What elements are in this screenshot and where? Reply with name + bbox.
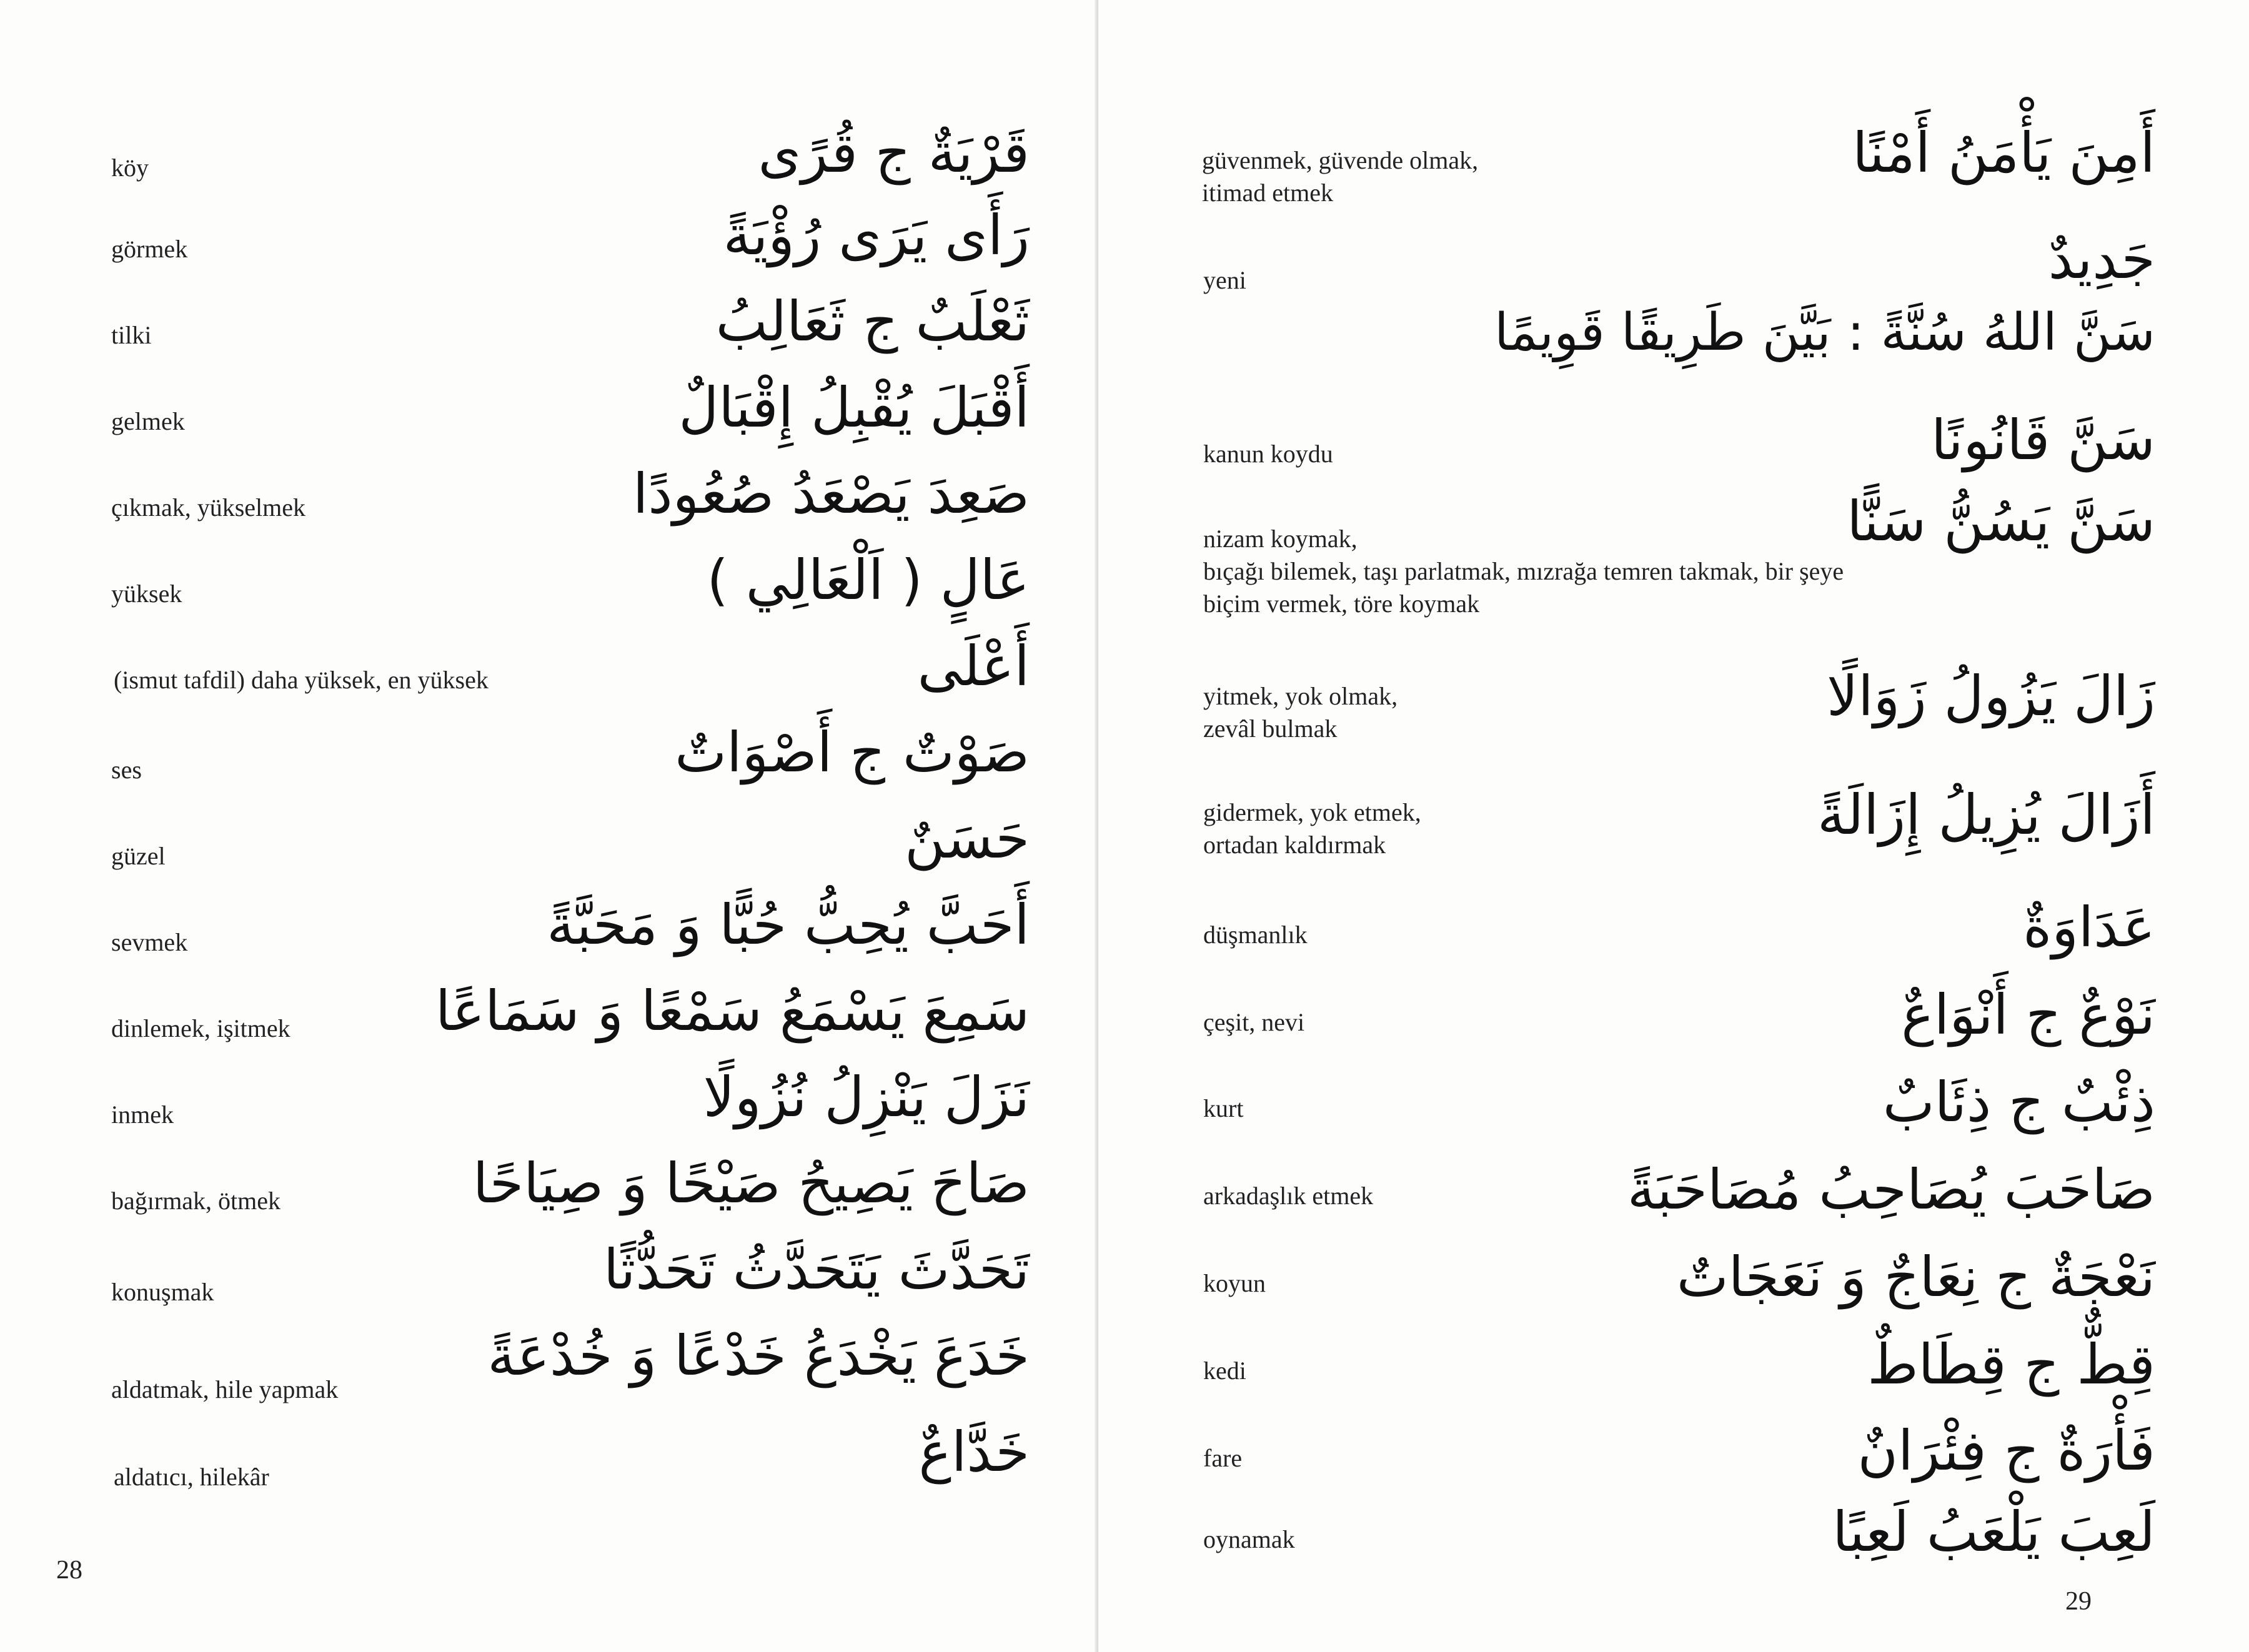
turkish-meaning: yeni: [1203, 266, 1246, 294]
turkish-meaning: sevmek: [111, 928, 188, 956]
arabic-example: سَنَّ اللهُ سُنَّةً : بَيَّنَ طَرِيقًا قَوِيمًا: [1494, 303, 2155, 362]
turkish-meaning: ses: [111, 756, 142, 784]
turkish-meaning: kanun koydu: [1203, 440, 1333, 468]
turkish-meaning: gelmek: [111, 407, 185, 435]
arabic-word: سَنَّ يَسُنُّ سَنًّا: [1847, 489, 2155, 553]
turkish-meaning: konuşmak: [111, 1278, 214, 1306]
turkish-meaning: inmek: [111, 1101, 174, 1129]
turkish-meaning: itimad etmek: [1202, 179, 1333, 207]
page-number: 28: [56, 1556, 82, 1585]
turkish-meaning: çeşit, nevi: [1203, 1008, 1305, 1036]
arabic-word: فَأْرَةٌ ج فِئْرَانٌ: [1857, 1418, 2155, 1483]
turkish-meaning: yüksek: [111, 580, 182, 608]
turkish-meaning: yitmek, yok olmak,: [1203, 682, 1398, 710]
arabic-word: جَدِيدٌ: [2048, 227, 2155, 291]
arabic-word: قَرْيَةٌ ج قُرًى: [758, 121, 1030, 185]
turkish-meaning: kedi: [1203, 1357, 1246, 1385]
left-page: [0, 0, 1098, 1652]
turkish-meaning: nizam koymak,: [1203, 525, 1358, 553]
turkish-meaning: düşmanlık: [1203, 921, 1308, 949]
arabic-word: أَقْبَلَ يُقْبِلُ إِقْبَالٌ: [678, 375, 1030, 440]
arabic-word: أَمِنَ يَأْمَنُ أَمْنًا: [1852, 121, 2155, 185]
arabic-word: نَعْجَةٌ ج نِعَاجٌ وَ نَعَجَاتٌ: [1676, 1245, 2155, 1309]
turkish-meaning: aldatmak, hile yapmak: [111, 1375, 339, 1403]
arabic-word: زَالَ يَزُولُ زَوَالًا: [1827, 664, 2155, 728]
arabic-word: تَحَدَّثَ يَتَحَدَّثُ تَحَدُّثًا: [603, 1237, 1030, 1302]
arabic-word: أَحَبَّ يُحِبُّ حُبًّا وَ مَحَبَّةً: [547, 893, 1030, 957]
arabic-word: صَاحَبَ يُصَاحِبُ مُصَاحَبَةً: [1627, 1157, 2155, 1222]
turkish-meaning: kurt: [1203, 1094, 1244, 1122]
arabic-word: صَوْتٌ ج أَصْوَاتٌ: [675, 720, 1030, 784]
arabic-word: صَاحَ يَصِيحُ صَيْحًا وَ صِيَاحًا: [472, 1151, 1030, 1215]
arabic-word: أَعْلَى: [917, 634, 1030, 698]
arabic-word: صَعِدَ يَصْعَدُ صُعُودًا: [632, 462, 1030, 526]
arabic-word: ذِئْبٌ ج ذِئَابٌ: [1882, 1070, 2155, 1134]
turkish-meaning: görmek: [111, 235, 188, 263]
arabic-word: سَمِعَ يَسْمَعُ سَمْعًا وَ سَمَاعًا: [435, 979, 1030, 1043]
turkish-meaning: bıçağı bilemek, taşı parlatmak, mızrağa temren takmak, bir şeye: [1203, 557, 1844, 585]
arabic-word: خَدَعَ يَخْدَعُ خَدْعًا وَ خُدْعَةً: [487, 1323, 1030, 1388]
turkish-meaning: fare: [1203, 1444, 1243, 1472]
turkish-meaning: arkadaşlık etmek: [1203, 1182, 1374, 1210]
turkish-meaning: çıkmak, yükselmek: [111, 493, 306, 522]
arabic-word: عَدَاوَةٌ: [2023, 895, 2155, 959]
arabic-word: ثَعْلَبٌ ج ثَعَالِبُ: [715, 289, 1030, 354]
arabic-word: نَوْعٌ ج أَنْوَاعٌ: [1901, 982, 2155, 1047]
turkish-meaning: aldatıcı, hilekâr: [114, 1463, 269, 1491]
turkish-meaning: oynamak: [1203, 1525, 1295, 1553]
arabic-word: قِطٌّ ج قِطَاطٌ: [1867, 1332, 2155, 1397]
arabic-word: خَدَّاعٌ: [918, 1420, 1030, 1484]
arabic-word: لَعِبَ يَلْعَبُ لَعِبًا: [1832, 1500, 2155, 1564]
turkish-meaning: (ismut tafdil) daha yüksek, en yüksek: [114, 666, 489, 694]
arabic-word: رَأَى يَرَى رُؤْيَةً: [723, 203, 1030, 267]
turkish-meaning: zevâl bulmak: [1203, 715, 1338, 743]
arabic-word: سَنَّ قَانُونًا: [1931, 408, 2155, 472]
turkish-meaning: tilki: [111, 321, 152, 349]
arabic-word: أَزَالَ يُزِيلُ إِزَالَةً: [1817, 783, 2155, 847]
arabic-word: عَالٍ ( اَلْعَالِي ): [707, 548, 1030, 612]
arabic-word: نَزَلَ يَنْزِلُ نُزُولًا: [703, 1065, 1030, 1129]
turkish-meaning: köy: [111, 154, 149, 182]
turkish-meaning: güvenmek, güvende olmak,: [1202, 146, 1479, 174]
turkish-meaning: güzel: [111, 842, 166, 870]
right-page: [1098, 0, 2249, 1652]
arabic-word: حَسَنٌ: [905, 806, 1030, 871]
page-number: 29: [2065, 1587, 2092, 1616]
turkish-meaning: dinlemek, işitmek: [111, 1014, 290, 1042]
turkish-meaning: koyun: [1203, 1269, 1266, 1297]
turkish-meaning: gidermek, yok etmek,: [1203, 798, 1421, 826]
turkish-meaning: ortadan kaldırmak: [1203, 831, 1386, 859]
turkish-meaning: biçim vermek, töre koymak: [1203, 590, 1480, 618]
turkish-meaning: bağırmak, ötmek: [111, 1187, 281, 1215]
